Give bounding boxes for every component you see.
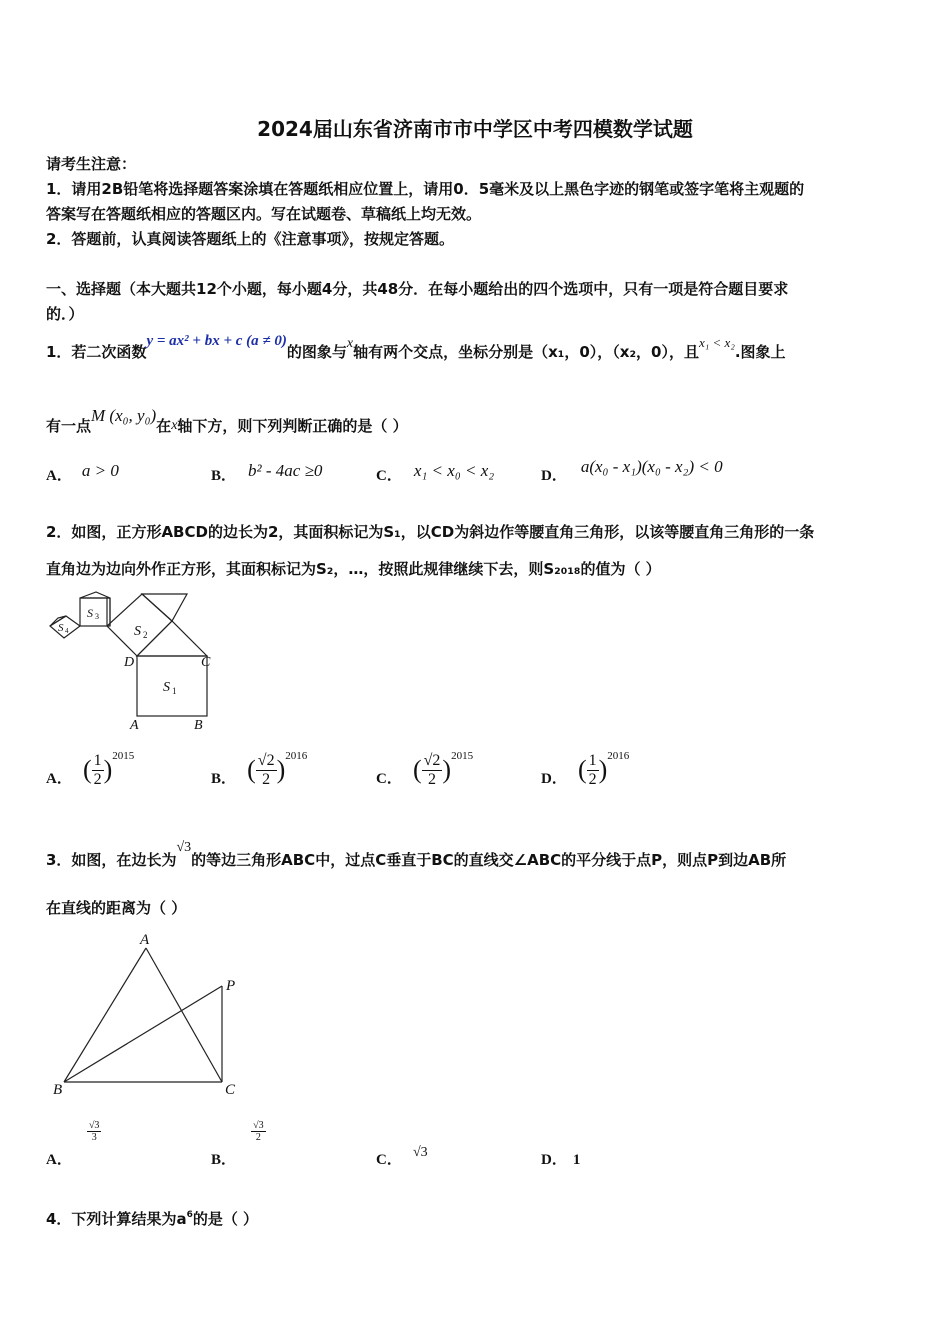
q1-text-1: [46, 333, 786, 362]
option-label: A．: [46, 1152, 72, 1168]
option-label: D．: [541, 468, 567, 484]
triangle-s1: [137, 621, 207, 656]
label-b: B: [194, 718, 203, 733]
option-fraction: $\frac{√2}{2}$: [257, 752, 275, 788]
q2-figure: [44, 590, 219, 735]
side-ab: [64, 948, 146, 1082]
q1-x-var-2: x: [171, 418, 178, 433]
q1-part-3: 轴有两个交点，坐标分别是（x₁，0），（x₂，0），且: [353, 343, 699, 361]
option-label: A．: [46, 770, 72, 787]
option-exponent: 2016: [285, 749, 308, 762]
q3-side-length: √3: [176, 840, 192, 855]
q1-part-1: 1．若二次函数: [46, 343, 147, 361]
option-label: A．: [46, 468, 72, 484]
option-expr: b² - 4ac ≥0: [248, 461, 323, 480]
segment-bp: [64, 986, 222, 1082]
option-fraction: $\frac{1}{2}$: [93, 752, 102, 788]
q3-figure: [44, 928, 244, 1100]
label-a: A: [130, 718, 139, 733]
label-c: C: [201, 655, 211, 670]
q3-part-1: 3．如图，在边长为: [46, 851, 177, 869]
option-value: 1: [572, 1152, 581, 1168]
label-s2-sub: 2: [143, 630, 148, 640]
section1-line-b: 的．）: [46, 305, 84, 323]
notice-line1a: 1．请用2B铅笔将选择题答案涂填在答题纸相应位置上，请用0．5毫米及以上黑色字迹的钢笔或签字笔将主观题的: [46, 180, 805, 198]
q4-exponent: 6: [186, 1210, 193, 1220]
label-c: C: [225, 1082, 236, 1098]
label-a: A: [140, 932, 150, 948]
option-label: C．: [376, 468, 402, 484]
label-s4: S: [58, 622, 64, 634]
option-fraction: $\frac{√3}{3}$: [88, 1120, 100, 1143]
label-s1: S: [163, 680, 170, 695]
option-expr: a > 0: [81, 461, 119, 480]
option-label: C．: [376, 1152, 402, 1168]
q2-option-b[interactable]: B． ( $\frac{√2}{2}$ )$^{2016}$: [211, 749, 308, 788]
q1-part-7: 轴下方，则下列判断正确的是（ ）: [177, 417, 408, 435]
label-s3: S: [87, 606, 93, 620]
option-expr: x₁ < x₀ < x₂: [413, 461, 495, 480]
q3-line-a: [46, 840, 787, 870]
q2-option-c[interactable]: C． ( $\frac{√2}{2}$ )$^{2015}$: [376, 749, 474, 788]
notice-heading: 请考生注意：: [46, 155, 137, 173]
label-b: B: [53, 1082, 63, 1098]
q1-option-b[interactable]: [211, 461, 323, 485]
q1-formula: y = ax² + bx + c (a ≠ 0): [146, 333, 287, 349]
q2-line-a: 2．如图，正方形ABCD的边长为2，其面积标记为S₁，以CD为斜边作等腰直角三角形，以该等腰直角三角形的一条: [46, 523, 815, 541]
q2-option-d[interactable]: D． ( $\frac{1}{2}$ )$^{2016}$: [541, 749, 630, 788]
q1-part-6: 在: [156, 417, 172, 435]
option-label: B．: [211, 770, 237, 787]
triangle-s3: [80, 592, 110, 598]
option-value: √3: [412, 1145, 428, 1160]
label-p: P: [226, 978, 236, 994]
option-label: B．: [211, 1152, 237, 1168]
q3-option-a[interactable]: [46, 1120, 101, 1168]
q4-part-2: 的是（ ）: [192, 1210, 259, 1228]
q1-part-5: 有一点: [46, 417, 92, 435]
notice-line2: 2．答题前，认真阅读答题纸上的《注意事项》，按规定答题。: [46, 230, 454, 248]
q2-option-a[interactable]: A． ( $\frac{1}{2}$ )$^{2015}$: [46, 749, 135, 788]
side-ac: [146, 948, 222, 1082]
option-exponent: 2015: [112, 749, 135, 762]
page-title: 2024届山东省济南市市中学区中考四模数学试题: [257, 117, 693, 141]
q3-option-c[interactable]: [376, 1140, 428, 1168]
q1-part-4: .图象上: [734, 343, 786, 361]
option-fraction: $\frac{1}{2}$: [588, 752, 597, 788]
triangle-s2: [142, 594, 187, 621]
q1-option-a[interactable]: [46, 461, 119, 485]
q1-point-m: M (x₀, y₀): [91, 406, 157, 425]
label-s3-sub: 3: [95, 612, 99, 621]
q1-x-var: x: [346, 336, 354, 351]
label-s1-sub: 1: [172, 686, 177, 696]
section1-line-a: 一、选择题（本大题共12个小题，每小题4分，共48分．在每小题给出的四个选项中，只有一项是符合题目要求: [46, 280, 789, 298]
label-d: D: [124, 655, 135, 670]
option-label: B．: [211, 468, 237, 484]
option-label: D．: [541, 1152, 567, 1168]
q1-option-c[interactable]: [376, 461, 495, 485]
q3-part-2: 的等边三角形ABC中，过点C垂直于BC的直线交∠ABC的平分线于点P，则点P到边AB所: [191, 851, 787, 869]
option-label: C．: [376, 770, 402, 787]
q4-text: [46, 1208, 258, 1229]
q1-text-2: [46, 406, 408, 436]
option-label: D．: [541, 770, 567, 787]
q1-condition: x₁ < x₂: [699, 335, 735, 350]
q1-part-2: 的图象与: [286, 343, 347, 361]
q3-option-b[interactable]: [211, 1120, 266, 1168]
notice-line1b: 答案写在答题纸相应的答题区内。写在试题卷、草稿纸上均无效。: [46, 205, 482, 223]
label-s2: S: [134, 624, 141, 639]
option-fraction: $\frac{√2}{2}$: [423, 752, 441, 788]
q3-line-b: 在直线的距离为（ ）: [46, 899, 187, 917]
option-exponent: 2016: [607, 749, 630, 762]
option-fraction: $\frac{√3}{2}$: [253, 1120, 264, 1143]
q2-line-b: 直角边为边向外作正方形，其面积标记为S₂，…，按照此规律继续下去，则S₂₀₁₈的值为（ ）: [46, 560, 661, 578]
q3-option-d[interactable]: [541, 1148, 580, 1169]
option-exponent: 2015: [451, 749, 474, 762]
q4-part-1: 4．下列计算结果为a: [46, 1210, 187, 1228]
option-expr: a(x₀ - x₁)(x₀ - x₂) < 0: [580, 457, 723, 476]
label-s4-sub: 4: [65, 627, 69, 635]
q1-option-d[interactable]: [541, 457, 723, 485]
